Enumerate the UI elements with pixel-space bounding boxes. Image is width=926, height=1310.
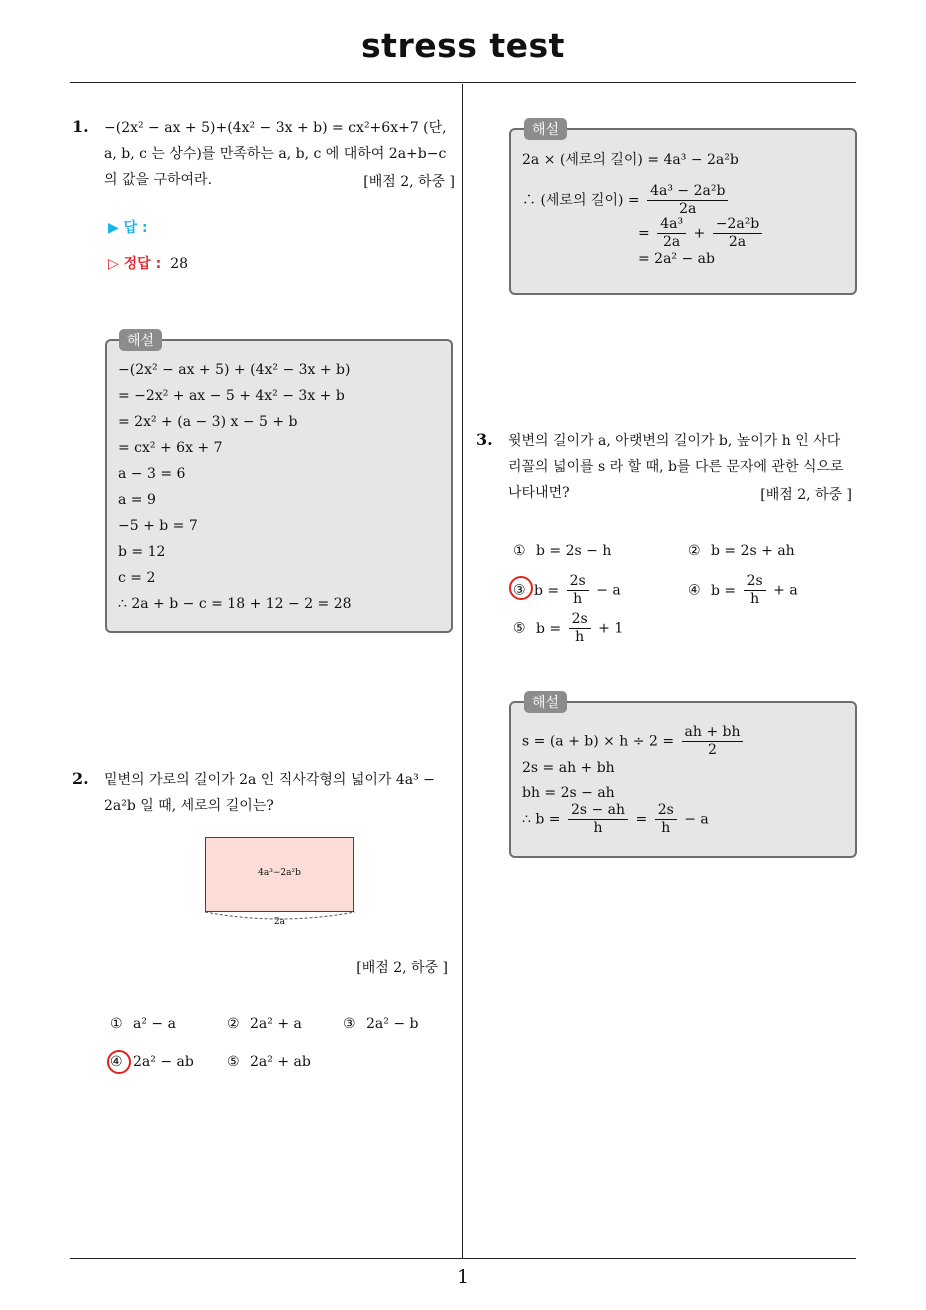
choice-prefix: b =: [534, 582, 560, 599]
choice-number: ②: [227, 1016, 240, 1032]
fraction: [655, 802, 677, 837]
area-label: 4a³−2a²b: [258, 868, 301, 878]
explanation-tag: 해설: [119, 329, 162, 351]
fraction-numerator: 2s: [655, 802, 677, 820]
explanation-line: ∴ 2a + b − c = 18 + 12 − 2 = 28: [118, 596, 352, 612]
choice-suffix: − a: [596, 582, 621, 599]
explanation-tag: 해설: [524, 691, 567, 713]
question-2-number: 2.: [72, 769, 89, 788]
question-1-line-1: −(2x² − ax + 5)+(4x² − 3x + b) = cx²+6x+7 (단,: [104, 120, 447, 136]
choice-4[interactable]: [110, 1054, 194, 1070]
explanation-line: = −2x² + ax − 5 + 4x² − 3x + b: [118, 388, 345, 404]
choice-2[interactable]: [688, 543, 795, 559]
choice-1[interactable]: [513, 543, 611, 559]
equals-sign: =: [635, 811, 648, 828]
choice-number: ②: [688, 543, 701, 559]
question-2-text: [104, 767, 456, 819]
fraction: [568, 802, 628, 837]
choice-3[interactable]: [513, 573, 621, 608]
fraction-denominator: h: [593, 820, 603, 836]
fraction-denominator: h: [750, 591, 760, 607]
fraction: [569, 611, 591, 646]
choice-3[interactable]: [343, 1016, 418, 1032]
fraction-denominator: 2a: [728, 234, 747, 250]
fraction-denominator: 2: [708, 742, 717, 758]
question-3-line-3: 나타내면?: [508, 485, 570, 501]
fraction: [682, 724, 744, 759]
question-1-score: [배점 2, 하중 ]: [363, 174, 455, 190]
explanation-line: [522, 724, 746, 759]
explanation-line: = cx² + 6x + 7: [118, 440, 223, 456]
explanation-line: 2s = ah + bh: [522, 760, 615, 776]
page-title: stress test: [361, 26, 565, 65]
explanation-prefix: ∴ (세로의 길이) =: [522, 192, 640, 209]
footer-divider: [70, 1258, 856, 1259]
fraction: [744, 573, 766, 608]
choice-text: 2a² − ab: [133, 1054, 194, 1070]
fraction-numerator: 2s: [569, 611, 591, 629]
choice-text: 2a² + a: [250, 1016, 302, 1032]
fraction-numerator: 2s: [567, 573, 589, 591]
question-1-number: 1.: [72, 117, 89, 136]
explanation-prefix: ∴ b =: [522, 811, 561, 828]
choice-prefix: b =: [711, 582, 737, 599]
explanation-line: b = 12: [118, 544, 166, 560]
choice-number: ①: [110, 1016, 123, 1032]
fraction: [567, 573, 589, 608]
explanation-line: −(2x² − ax + 5) + (4x² − 3x + b): [118, 362, 351, 378]
choice-number: ③: [343, 1016, 356, 1032]
fraction: [647, 183, 728, 218]
explanation-line: a − 3 = 6: [118, 466, 186, 482]
question-1-line-3: 의 값을 구하여라.: [104, 172, 213, 188]
correct-answer-value: 28: [170, 256, 189, 272]
choice-suffix: + 1: [598, 620, 624, 637]
choice-text: a² − a: [133, 1016, 176, 1032]
column-divider: [462, 84, 463, 1259]
explanation-line: c = 2: [118, 570, 156, 586]
question-2-line-2: 2a²b 일 때, 세로의 길이는?: [104, 798, 274, 814]
choice-number: ④: [688, 582, 701, 599]
question-1-line-2: a, b, c 는 상수)를 만족하는 a, b, c 에 대하여 2a+b−c: [104, 146, 447, 162]
choice-4[interactable]: [688, 573, 798, 608]
header-divider: [70, 82, 856, 83]
fraction-numerator: 2s: [744, 573, 766, 591]
fraction-numerator: −2a²b: [713, 216, 763, 234]
explanation-line: [522, 802, 709, 837]
explanation-1-lines: [118, 357, 352, 617]
correct-answer-label: ▷ 정답 :: [108, 256, 162, 272]
question-2-line-1: 밑변의 가로의 길이가 2a 인 직사각형의 넓이가 4a³ −: [104, 772, 435, 788]
equals-sign: =: [638, 225, 650, 242]
explanation-suffix: − a: [684, 811, 709, 828]
choice-2[interactable]: [227, 1016, 302, 1032]
explanation-line: = 2x² + (a − 3) x − 5 + b: [118, 414, 298, 430]
answer-label: ▶ 답 :: [108, 220, 148, 236]
question-3-score: [배점 2, 하중 ]: [760, 487, 852, 503]
explanation-line: 2a × (세로의 길이) = 4a³ − 2a²b: [522, 152, 739, 168]
choice-number: ①: [513, 543, 526, 559]
fraction-numerator: 4a³: [657, 216, 686, 234]
plus-sign: +: [693, 225, 706, 242]
correct-answer: [108, 253, 188, 273]
question-3-line-2: 리꼴의 넓이를 s 라 할 때, b를 다른 문자에 관한 식으로: [508, 459, 844, 475]
choice-text: b = 2s + ah: [711, 543, 795, 559]
fraction-denominator: 2a: [662, 234, 681, 250]
page-number: 1: [456, 1266, 470, 1288]
explanation-line: a = 9: [118, 492, 156, 508]
explanation-line: [522, 183, 731, 218]
question-3-number: 3.: [476, 430, 493, 449]
fraction-denominator: 2a: [679, 201, 697, 217]
choice-5[interactable]: [513, 611, 623, 646]
base-label: 2a: [273, 917, 286, 927]
choice-suffix: + a: [773, 582, 798, 599]
choice-number: ⑤: [513, 620, 526, 637]
fraction-numerator: 4a³ − 2a²b: [647, 183, 728, 201]
explanation-line: bh = 2s − ah: [522, 785, 615, 801]
choice-text: b = 2s − h: [536, 543, 612, 559]
fraction-denominator: h: [661, 820, 671, 836]
explanation-line: −5 + b = 7: [118, 518, 198, 534]
choice-5[interactable]: [227, 1054, 311, 1070]
choice-1[interactable]: [110, 1016, 176, 1032]
question-2-score: [배점 2, 하중 ]: [356, 960, 448, 976]
choice-number: ④: [110, 1054, 123, 1070]
fraction-numerator: 2s − ah: [568, 802, 628, 820]
fraction: [713, 216, 763, 251]
fraction-denominator: h: [573, 591, 583, 607]
choice-number: ③: [513, 582, 526, 599]
choice-number: ⑤: [227, 1054, 240, 1070]
explanation-tag: 해설: [524, 118, 567, 140]
explanation-line: = 2a² − ab: [638, 251, 715, 267]
fraction-numerator: ah + bh: [682, 724, 744, 742]
choice-text: 2a² + ab: [250, 1054, 311, 1070]
choice-text: 2a² − b: [366, 1016, 419, 1032]
explanation-prefix: s = (a + b) × h ÷ 2 =: [522, 733, 675, 750]
choice-prefix: b =: [536, 620, 562, 637]
fraction-denominator: h: [575, 629, 585, 645]
question-3-line-1: 윗변의 길이가 a, 아랫변의 길이가 b, 높이가 h 인 사다: [508, 433, 841, 449]
